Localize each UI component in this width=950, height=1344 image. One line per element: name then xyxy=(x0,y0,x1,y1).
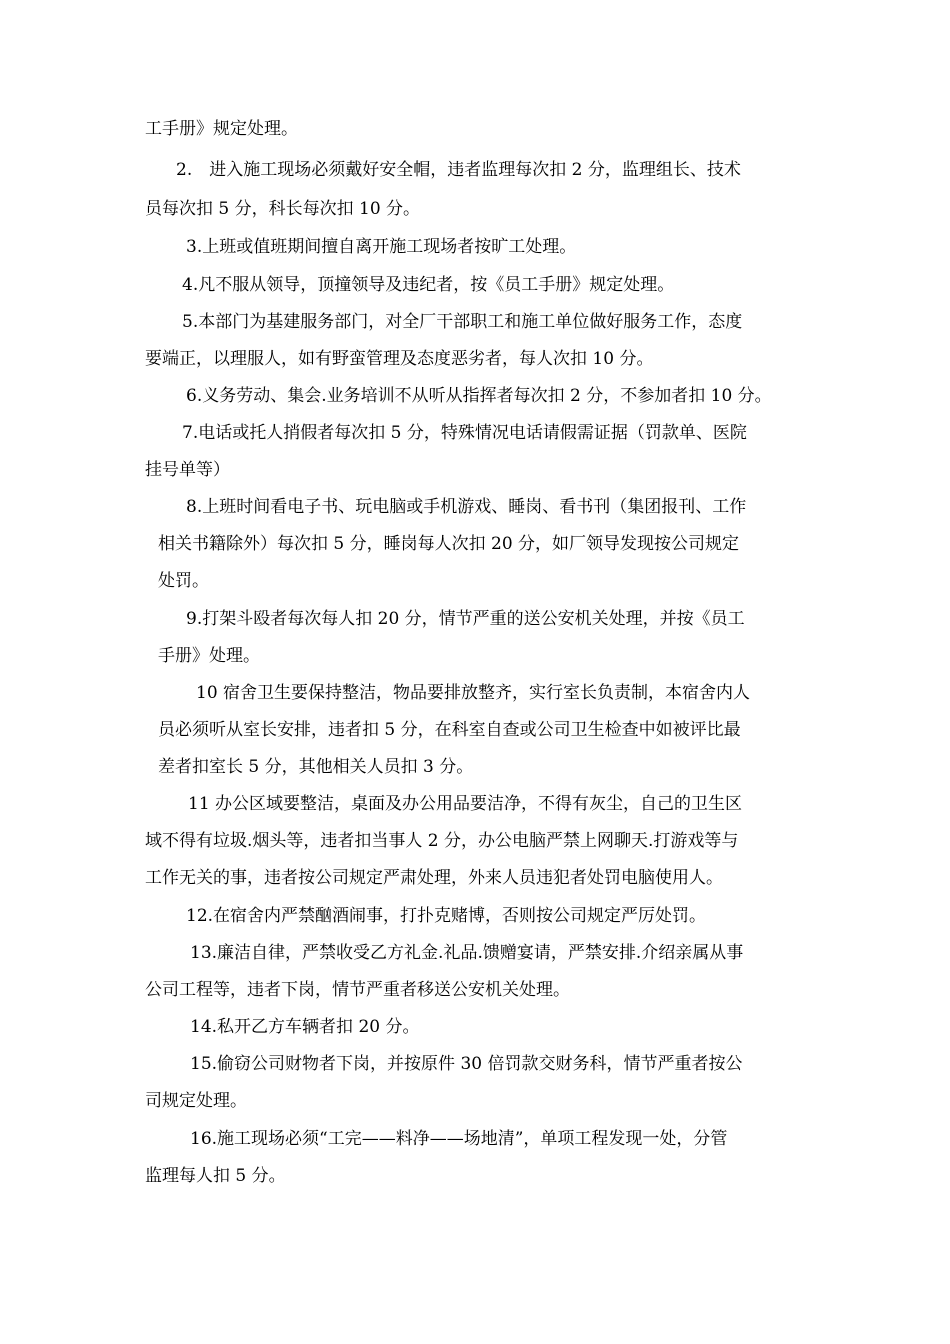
text-line: 工手册》规定处理。 xyxy=(145,119,298,139)
text-line: 10 宿舍卫生要保持整洁，物品要排放整齐，实行室长负责制，本宿舍内人 xyxy=(196,683,751,703)
text-line: 工作无关的事，违者按公司规定严肃处理，外来人员违犯者处罚电脑使用人。 xyxy=(145,868,723,888)
text-line: 差者扣室长 5 分，其他相关人员扣 3 分。 xyxy=(158,757,474,777)
text-line: 4.凡不服从领导，顶撞领导及违纪者，按《员工手册》规定处理。 xyxy=(182,275,675,295)
text-line: 处罚。 xyxy=(158,571,209,591)
text-line: 12.在宿舍内严禁酗酒闹事，打扑克赌博，否则按公司规定严厉处罚。 xyxy=(186,906,707,926)
text-line: 14.私开乙方车辆者扣 20 分。 xyxy=(190,1017,420,1037)
text-line: 手册》处理。 xyxy=(158,646,260,666)
text-line: 15.偷窃公司财物者下岗，并按原件 30 倍罚款交财务科，情节严重者按公 xyxy=(190,1054,743,1074)
text-line: 11 办公区域要整洁，桌面及办公用品要洁净，不得有灰尘，自己的卫生区 xyxy=(188,794,743,814)
text-line: 7.电话或托人捎假者每次扣 5 分，特殊情况电话请假需证据（罚款单、医院 xyxy=(182,423,747,443)
text-line: 挂号单等） xyxy=(145,460,230,480)
text-line: 公司工程等，违者下岗，情节严重者移送公安机关处理。 xyxy=(145,980,570,1000)
text-line: 司规定处理。 xyxy=(145,1091,247,1111)
text-line: 6.义务劳动、集会.业务培训不从听从指挥者每次扣 2 分，不参加者扣 10 分。 xyxy=(186,386,772,406)
text-line: 监理每人扣 5 分。 xyxy=(145,1166,286,1186)
text-line: 9.打架斗殴者每次每人扣 20 分，情节严重的送公安机关处理，并按《员工 xyxy=(186,609,745,629)
text-line: 3.上班或值班期间擅自离开施工现场者按旷工处理。 xyxy=(186,237,577,257)
text-line: 相关书籍除外）每次扣 5 分，睡岗每人次扣 20 分，如厂领导发现按公司规定 xyxy=(158,534,740,554)
text-line: 16.施工现场必须“工完——料净——场地清”，单项工程发现一处，分管 xyxy=(190,1129,728,1149)
text-line: 员每次扣 5 分，科长每次扣 10 分。 xyxy=(145,199,421,219)
text-line: 域不得有垃圾.烟头等，违者扣当事人 2 分，办公电脑严禁上网聊天.打游戏等与 xyxy=(145,831,739,851)
text-line: 2. 进入施工现场必须戴好安全帽，违者监理每次扣 2 分，监理组长、技术 xyxy=(176,160,741,180)
text-line: 要端正，以理服人，如有野蛮管理及态度恶劣者，每人次扣 10 分。 xyxy=(145,349,654,369)
text-line: 13.廉洁自律，严禁收受乙方礼金.礼品.馈赠宴请，严禁安排.介绍亲属从事 xyxy=(190,943,744,963)
text-line: 5.本部门为基建服务部门，对全厂干部职工和施工单位做好服务工作，态度 xyxy=(182,312,743,332)
text-line: 8.上班时间看电子书、玩电脑或手机游戏、睡岗、看书刊（集团报刊、工作 xyxy=(186,497,747,517)
text-line: 员必须听从室长安排，违者扣 5 分，在科室自查或公司卫生检查中如被评比最 xyxy=(158,720,741,740)
